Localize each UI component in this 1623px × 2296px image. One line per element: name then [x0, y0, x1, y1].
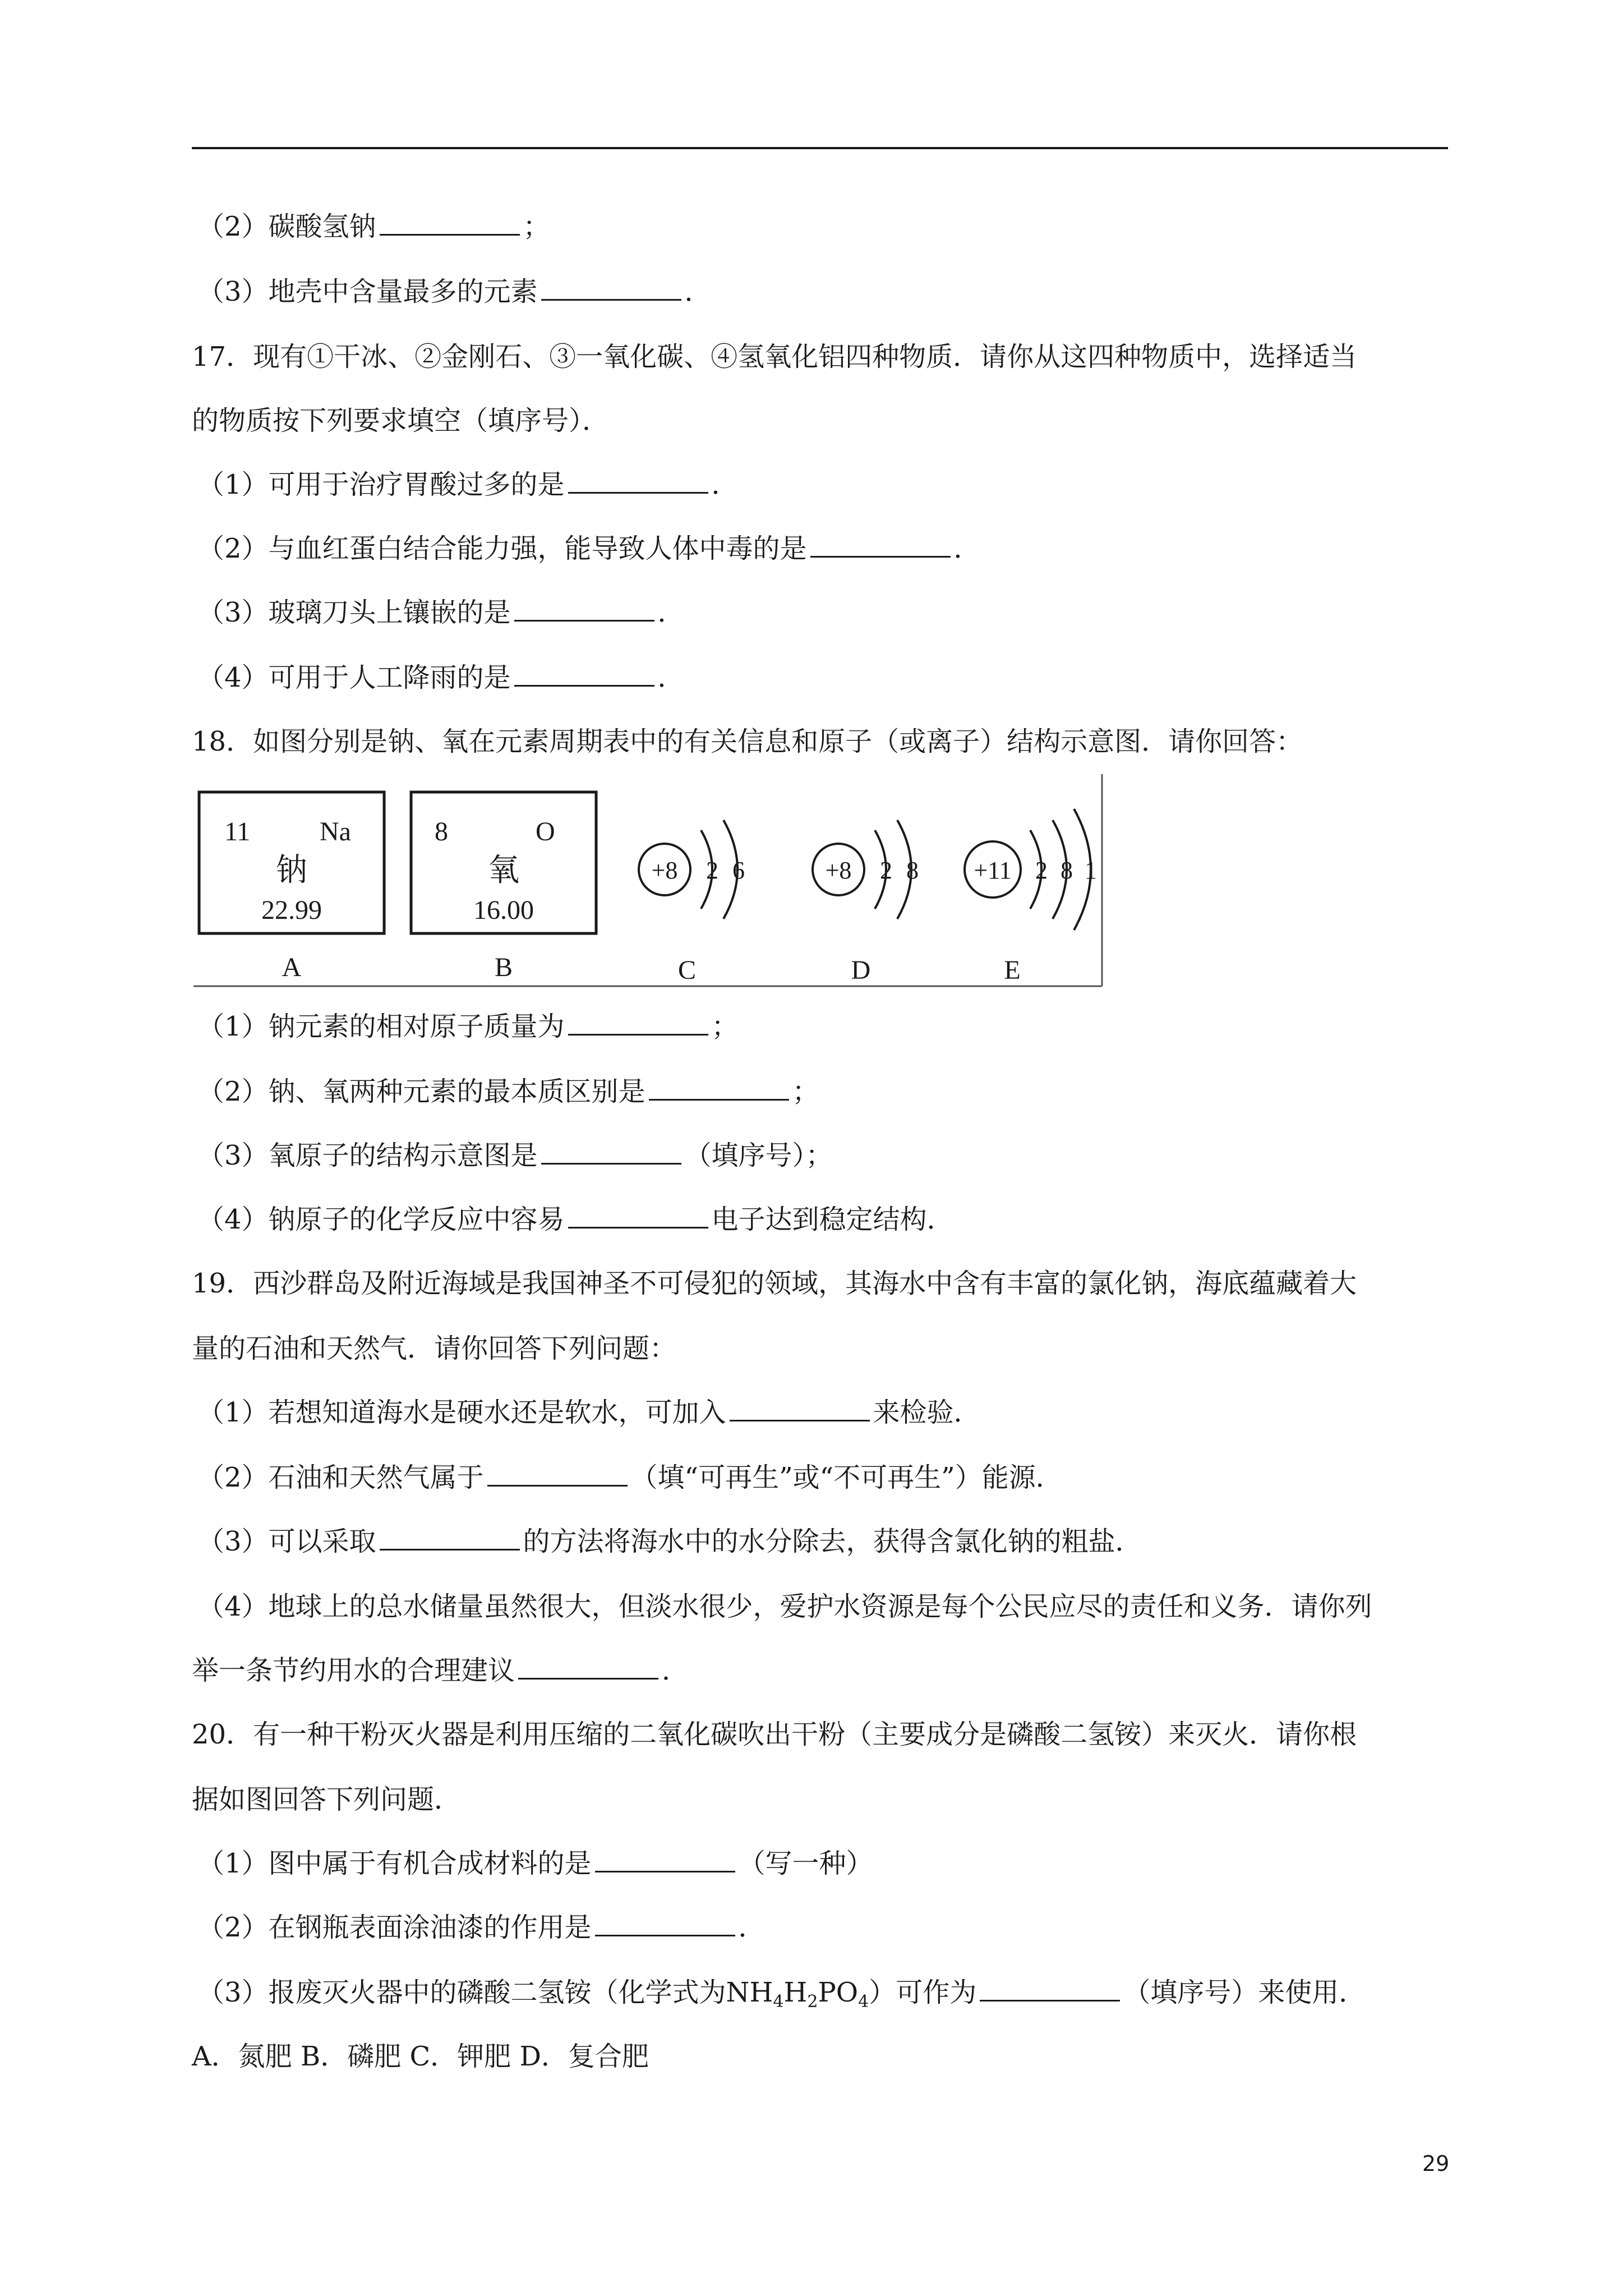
question-line: （2）石油和天然气属于 （填“可再生”或“不可再生”）能源．	[197, 1462, 1063, 1493]
answer-blank[interactable]	[980, 1977, 1120, 2001]
nucleus-charge: +11	[974, 857, 1012, 884]
answer-blank[interactable]	[810, 533, 951, 558]
element-structure-figure	[193, 774, 1113, 999]
answer-blank[interactable]	[514, 597, 654, 622]
answer-blank[interactable]	[730, 1397, 870, 1421]
question-line: （1）钠元素的相对原子质量为 ；	[197, 1011, 739, 1042]
answer-blank[interactable]	[568, 1204, 708, 1228]
question-line: （1）可用于治疗胃酸过多的是 ．	[197, 469, 739, 500]
atom-diagram-d	[813, 820, 919, 985]
question-text: 17．现有①干冰、②金刚石、③一氧化碳、④氢氧化铝四种物质．请你从这四种物质中，选择适当	[192, 341, 1357, 372]
answer-blank[interactable]	[541, 1140, 681, 1165]
question-text: 20．有一种干粉灭火器是利用压缩的二氧化碳吹出干粉（主要成分是磷酸二氢铵）来灭火．请你根	[192, 1719, 1357, 1750]
electron-count: 8	[906, 857, 919, 884]
nucleus-charge: +8	[825, 857, 852, 884]
question-line: （3）可以采取 的方法将海水中的水分除去，获得含氯化钠的粗盐．	[197, 1526, 1142, 1557]
answer-blank[interactable]	[649, 1076, 789, 1101]
question-text: 据如图回答下列问题．	[192, 1784, 462, 1815]
header-rule	[192, 147, 1448, 149]
question-text: 量的石油和天然气．请你回答下列问题：	[192, 1333, 677, 1364]
atom-diagram-c	[639, 820, 745, 985]
question-text: 18．如图分别是钠、氧在元素周期表中的有关信息和原子（或离子）结构示意图．请你回答：	[192, 726, 1303, 757]
question-text: （4）地球上的总水储量虽然很大，但淡水很少，爱护水资源是每个公民应尽的责任和义务．请你列	[197, 1591, 1372, 1622]
question-line: 举一条节约用水的合理建议 ．	[192, 1655, 689, 1686]
page-number: 29	[1422, 2151, 1450, 2176]
element-card-sodium	[199, 792, 384, 982]
answer-blank[interactable]	[518, 1655, 658, 1680]
question-line: （1）若想知道海水是硬水还是软水，可加入 来检验．	[197, 1397, 981, 1428]
answer-blank[interactable]	[568, 1011, 708, 1036]
atomic-number: 8	[435, 817, 448, 846]
answer-blank[interactable]	[514, 662, 654, 687]
question-line: （4）钠原子的化学反应中容易 电子达到稳定结构．	[197, 1204, 954, 1235]
atomic-number: 11	[224, 817, 251, 846]
question-line: （3）报废灭火器中的磷酸二氢铵（化学式为$NH_4H_2PO_4$）可作为 （填序号）来使用．	[197, 1977, 1366, 2012]
question-line: （3）玻璃刀头上镶嵌的是 ．	[197, 597, 685, 628]
question-line: （2）钠、氧两种元素的最本质区别是 ；	[197, 1076, 819, 1107]
question-line: （3）氧原子的结构示意图是 （填序号）；	[197, 1140, 833, 1171]
figure-label: C	[677, 955, 697, 985]
question-text: 19．西沙群岛及附近海域是我国神圣不可侵犯的领域，其海水中含有丰富的氯化钠，海底蕴藏着大	[192, 1268, 1357, 1299]
answer-blank[interactable]	[487, 1462, 628, 1487]
nucleus-charge: +8	[651, 857, 678, 884]
answer-blank[interactable]	[568, 470, 708, 494]
figure-label: D	[851, 955, 871, 985]
question-line: （3）地壳中含量最多的元素 ．	[197, 276, 712, 307]
answer-blank[interactable]	[380, 1526, 520, 1550]
question-text: 的物质按下列要求填空（填序号）．	[192, 405, 610, 436]
question-line: （2）在钢瓶表面涂油漆的作用是 ．	[197, 1912, 766, 1943]
element-card-oxygen	[411, 792, 596, 982]
answer-blank[interactable]	[595, 1912, 735, 1936]
figure-label: A	[282, 953, 302, 982]
atomic-mass: 16.00	[473, 895, 534, 925]
figure-label: B	[494, 953, 513, 982]
electron-count: 2	[880, 857, 892, 884]
electron-count: 6	[732, 857, 745, 884]
answer-blank[interactable]	[541, 277, 681, 301]
atom-diagram-e	[965, 809, 1097, 985]
element-name: 钠	[276, 853, 307, 888]
question-line: （4）可用于人工降雨的是 ．	[197, 662, 685, 693]
chemical-formula: $NH_4H_2PO_4$	[726, 1977, 869, 2012]
electron-count: 2	[1035, 857, 1048, 884]
answer-blank[interactable]	[380, 211, 520, 236]
question-line: （2）碳酸氢钠 ；	[197, 211, 550, 242]
electron-count: 1	[1085, 857, 1097, 884]
atomic-mass: 22.99	[261, 895, 322, 925]
element-symbol: O	[536, 817, 555, 846]
question-line: （1）图中属于有机合成材料的是 （写一种）	[197, 1848, 873, 1879]
answer-blank[interactable]	[595, 1848, 735, 1872]
electron-count: 8	[1061, 857, 1073, 884]
element-symbol: Na	[320, 817, 351, 846]
electron-count: 2	[706, 857, 718, 884]
element-name: 氧	[488, 853, 519, 888]
question-line: （2）与血红蛋白结合能力强，能导致人体中毒的是 ．	[197, 533, 981, 564]
figure-label: E	[1004, 955, 1021, 985]
answer-options: A．氮肥 B．磷肥 C．钾肥 D．复合肥	[192, 2041, 649, 2072]
